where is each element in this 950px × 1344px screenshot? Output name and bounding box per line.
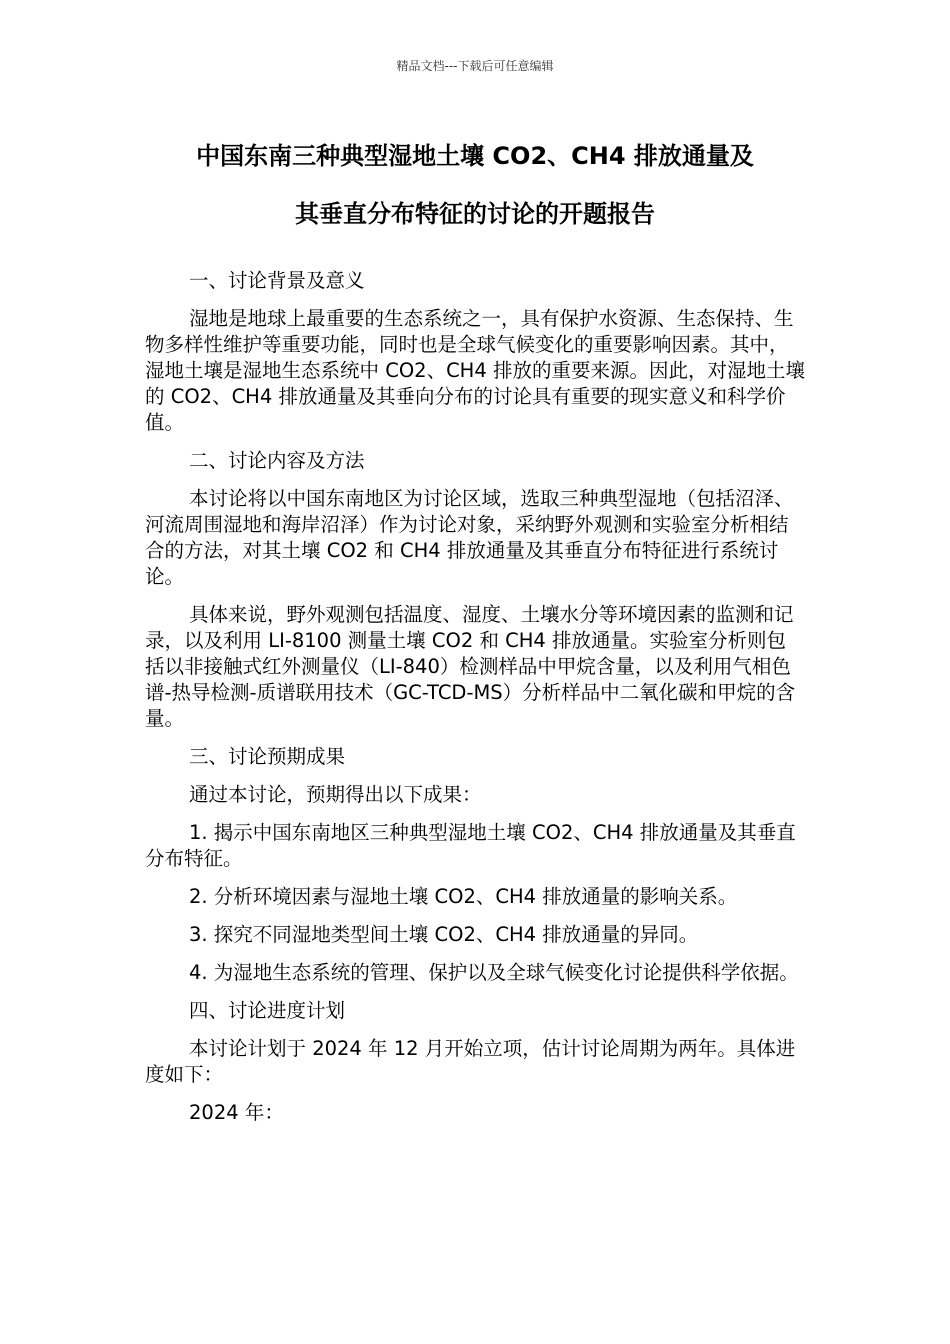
page-header: 精品文档---下载后可任意编辑: [396, 59, 554, 73]
section-heading-expected-results: 三、讨论预期成果: [189, 745, 346, 768]
document-body: [145, 268, 805, 1138]
list-item-result-3: 3. 探究不同湿地类型间土壤 CO2、CH4 排放通量的异同。: [189, 923, 699, 946]
section-heading-content-methods: 二、讨论内容及方法: [189, 449, 365, 472]
paragraph-results-intro: 通过本讨论，预期得出以下成果：: [189, 783, 482, 806]
section-heading-schedule: 四、讨论进度计划: [189, 999, 346, 1022]
document-title: [145, 127, 805, 243]
paragraph-methods-detail: 具体来说，野外观测包括温度、湿度、土壤水分等环境因素的监测和记录，以及利用 LI-8100 测量土壤 CO2 和 CH4 排放通量。实验室分析则包括以非接触式红外测量仪（LI-840）检测样品中甲烷含量，以及利用气相色谱-热导检测-质谱联用技术（GC-TCD-MS）分析样品中二氧化碳和甲烷的含量。: [145, 603, 796, 730]
paragraph-content-overview: 本讨论将以中国东南地区为讨论区域，选取三种典型湿地（包括沼泽、河流周围湿地和海岸沼泽）作为讨论对象，采纳野外观测和实验室分析相结合的方法，对其土壤 CO2 和 CH4 排放通量及其垂直分布特征进行系统讨论。: [145, 487, 794, 588]
paragraph-background: 湿地是地球上最重要的生态系统之一，具有保护水资源、生态保持、生物多样性维护等重要功能，同时也是全球气候变化的重要影响因素。其中，湿地土壤是湿地生态系统中 CO2、CH4 排放的重要来源。因此，对湿地土壤的 CO2、CH4 排放通量及其垂向分布的讨论具有重要的现实意义和科学价值。: [145, 307, 805, 434]
list-item-result-2: 2. 分析环境因素与湿地土壤 CO2、CH4 排放通量的影响关系。: [189, 885, 738, 908]
section-heading-background: 一、讨论背景及意义: [189, 269, 365, 292]
title-line-2: 其垂直分布特征的讨论的开题报告: [295, 200, 655, 228]
title-line-1: 中国东南三种典型湿地土壤 CO2、CH4 排放通量及: [196, 142, 754, 170]
paragraph-year-label: 2024 年：: [189, 1101, 284, 1124]
list-item-result-1: 1. 揭示中国东南地区三种典型湿地土壤 CO2、CH4 排放通量及其垂直分布特征。: [145, 821, 796, 870]
list-item-result-4: 4. 为湿地生态系统的管理、保护以及全球气候变化讨论提供科学依据。: [189, 961, 799, 984]
paragraph-schedule-intro: 本讨论计划于 2024 年 12 月开始立项，估计讨论周期为两年。具体进度如下：: [145, 1037, 796, 1086]
